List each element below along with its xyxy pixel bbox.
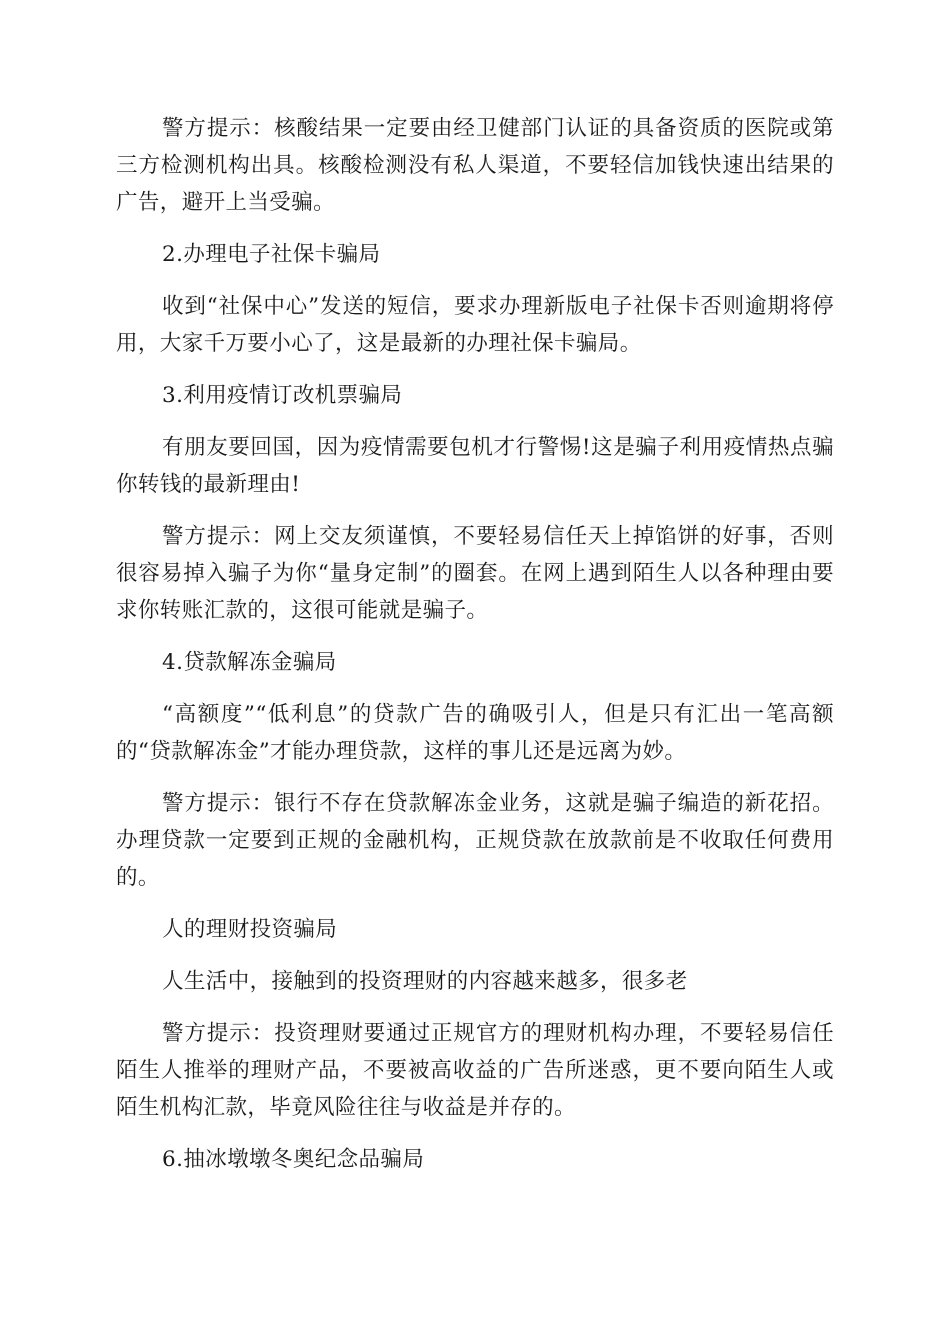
document-body [116,110,834,1193]
warning-paragraph-online-friends: 警方提示：网上交友须谨慎，不要轻易信任天上掉馅饼的好事，否则很容易掉入骗子为你“量身定制”的圈套。在网上遇到陌生人以各种理由要求你转账汇款的，这很可能就是骗子。 [116,524,834,623]
warning-paragraph-loan: 警方提示：银行不存在贷款解冻金业务，这就是骗子编造的新花招。办理贷款一定要到正规的金融机构，正规贷款在放款前是不收取任何费用的。 [116,791,834,890]
warning-paragraph-investment: 警方提示：投资理财要通过正规官方的理财机构办理，不要轻易信任陌生人推举的理财产品，不要被高收益的广告所迷惑，更不要向陌生人或陌生机构汇款，毕竟风险往往与收益是并存的。 [116,1021,834,1120]
section-heading-social-security-card: 2.办理电子社保卡骗局 [162,242,381,267]
paragraph-social-security-sms: 收到“社保中心”发送的短信，要求办理新版电子社保卡否则逾期将停用，大家千万要小心了，这是最新的办理社保卡骗局。 [116,294,834,356]
paragraph-investment: 人生活中，接触到的投资理财的内容越来越多，很多老 [162,969,688,994]
paragraph-loan-ads: “高额度”“低利息”的贷款广告的确吸引人，但是只有汇出一笔高额的“贷款解冻金”才能办理贷款，这样的事儿还是远离为妙。 [116,702,834,764]
section-heading-loan-unfreeze: 4.贷款解冻金骗局 [162,650,337,675]
warning-paragraph-covid-test: 警方提示：核酸结果一定要由经卫健部门认证的具备资质的医院或第三方检测机构出具。核酸检测没有私人渠道，不要轻信加钱快速出结果的广告，避开上当受骗。 [116,116,834,215]
section-heading-flight-ticket: 3.利用疫情订改机票骗局 [162,383,403,408]
section-heading-investment: 人的理财投资骗局 [162,917,338,942]
section-heading-olympic-souvenir: 6.抽冰墩墩冬奥纪念品骗局 [162,1147,425,1172]
paragraph-charter-flight: 有朋友要回国，因为疫情需要包机才行警惕!这是骗子利用疫情热点骗你转钱的最新理由! [116,435,834,497]
